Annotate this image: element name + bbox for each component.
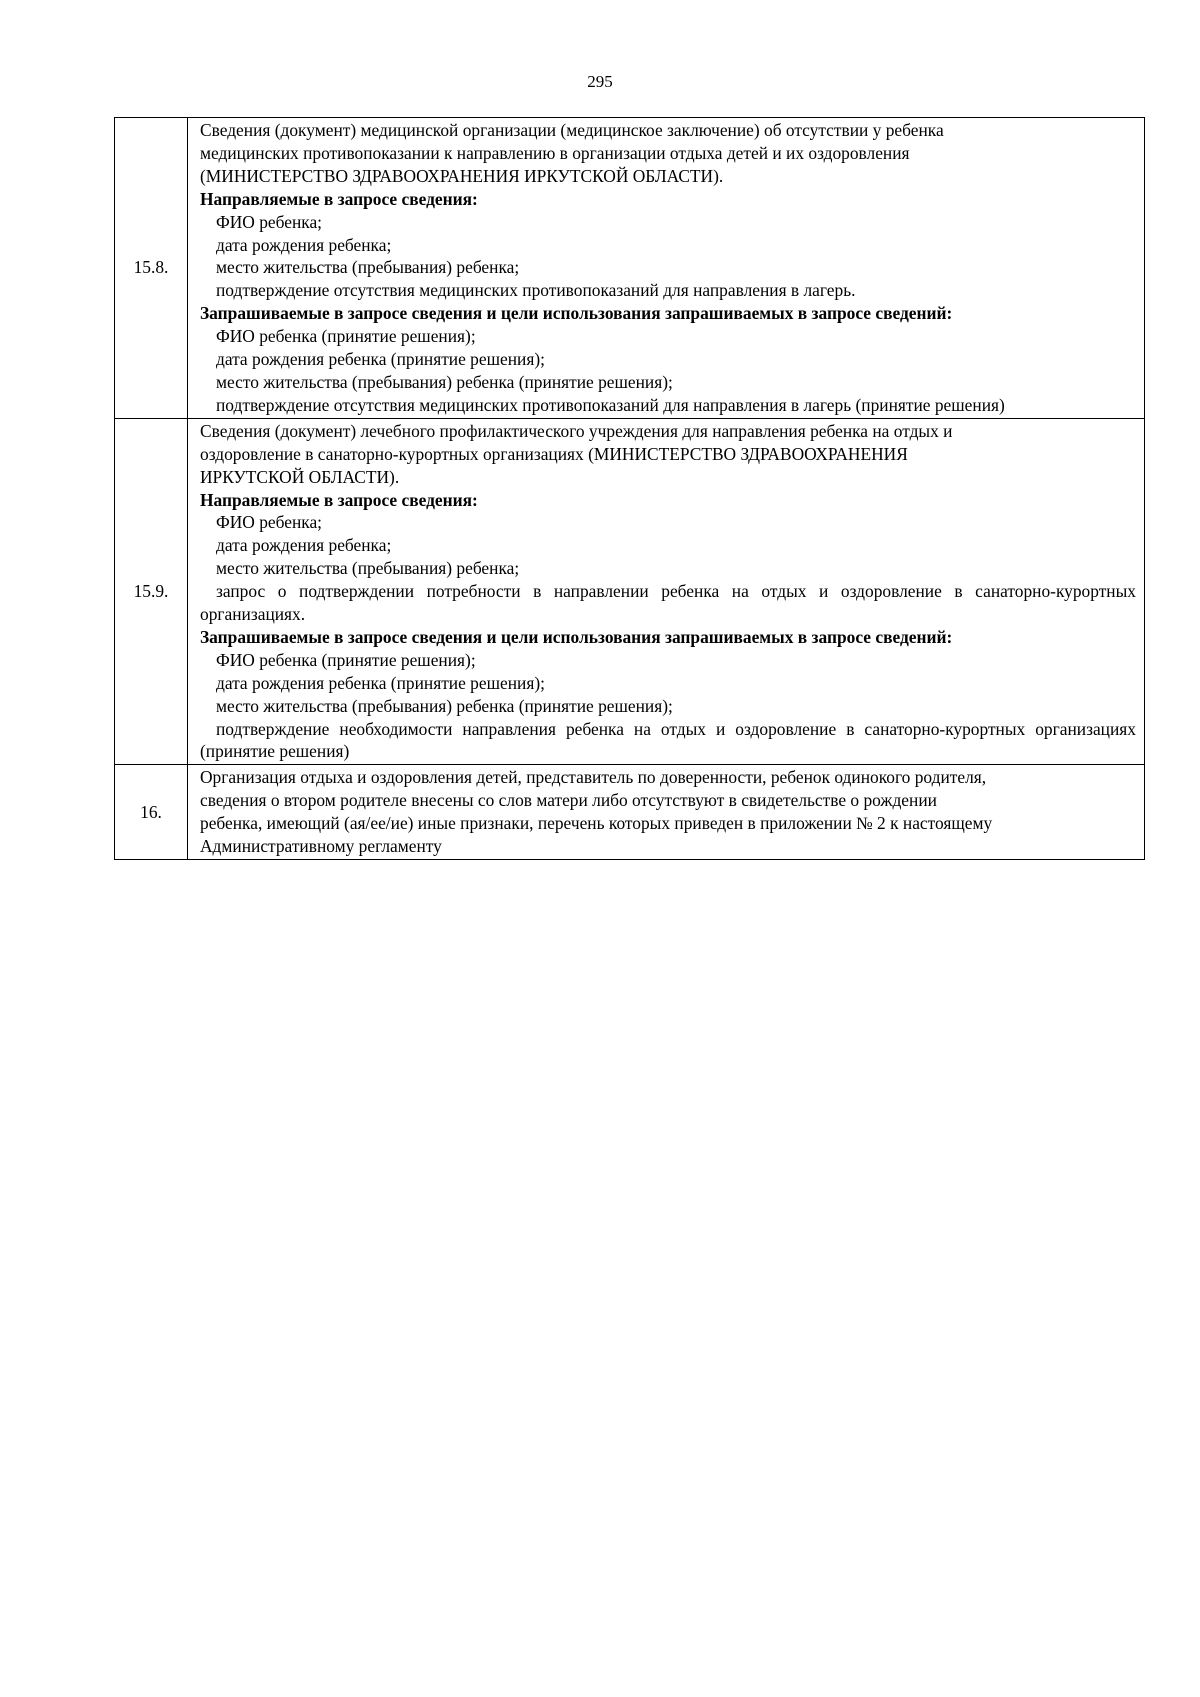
text-line: Сведения (документ) лечебного профилактического учреждения для направления ребенка на отдых и — [200, 420, 953, 441]
table-row — [115, 418, 1145, 765]
row-text-cell — [188, 418, 1145, 765]
table-row — [115, 118, 1145, 419]
text-line: оздоровление в санаторно-курортных организациях (МИНИСТЕРСТВО ЗДРАВООХРАНЕНИЯ — [200, 443, 908, 464]
section-heading: Направляемые в запросе сведения: — [200, 489, 478, 510]
list-item: подтверждение необходимости направления ребенка на отдых и оздоровление в санаторно-курортных организациях (принятие решения) — [200, 718, 1136, 762]
page-number: 295 — [587, 72, 613, 91]
list-item: место жительства (пребывания) ребенка; — [216, 257, 520, 278]
document-table — [114, 117, 1145, 860]
list-item: дата рождения ребенка (принятие решения); — [216, 349, 545, 370]
text-line: медицинских противопоказании к направлению в организации отдыха детей и их оздоровления — [200, 142, 910, 163]
list-item: ФИО ребенка; — [216, 512, 322, 533]
list-item: дата рождения ребенка (принятие решения); — [216, 672, 545, 693]
text-line: Организация отдыха и оздоровления детей, представитель по доверенности, ребенок одинокого родителя, — [200, 767, 987, 788]
list-item: ФИО ребенка (принятие решения); — [216, 649, 476, 670]
text-line: сведения о втором родителе внесены со слов матери либо отсутствуют в свидетельстве о рождении — [200, 790, 937, 811]
list-item: ФИО ребенка (принятие решения); — [216, 326, 476, 347]
section-heading: Запрашиваемые в запросе сведения и цели использования запрашиваемых в запросе сведений: — [200, 303, 953, 324]
row-text-cell — [188, 118, 1145, 419]
text-line: Административному регламенту — [200, 836, 442, 857]
list-item: подтверждение отсутствия медицинских противопоказаний для направления в лагерь (принятие решения) — [216, 394, 1005, 415]
list-item: дата рождения ребенка; — [216, 234, 392, 255]
list-item: запрос о подтверждении потребности в направлении ребенка на отдых и оздоровление в санаторно-курортных организациях. — [200, 581, 1136, 625]
list-item: место жительства (пребывания) ребенка (принятие решения); — [216, 695, 673, 716]
list-item: подтверждение отсутствия медицинских противопоказаний для направления в лагерь. — [216, 280, 856, 301]
row-number-cell: 15.9. — [115, 418, 188, 765]
row-number-cell: 16. — [115, 765, 188, 860]
text-line: ИРКУТСКОЙ ОБЛАСТИ). — [200, 466, 400, 487]
list-item: дата рождения ребенка; — [216, 535, 392, 556]
text-line: ребенка, имеющий (ая/ее/ие) иные признаки, перечень которых приведен в приложении № 2 к настоящему — [200, 813, 993, 834]
row-number-cell: 15.8. — [115, 118, 188, 419]
list-item: место жительства (пребывания) ребенка; — [216, 558, 520, 579]
text-line: Сведения (документ) медицинской организации (медицинское заключение) об отсутствии у ребенка — [200, 120, 944, 140]
list-item: ФИО ребенка; — [216, 211, 322, 232]
list-item: место жительства (пребывания) ребенка (принятие решения); — [216, 371, 673, 392]
section-heading: Направляемые в запросе сведения: — [200, 188, 478, 209]
row-text-cell — [188, 765, 1145, 860]
table-row — [115, 765, 1145, 860]
section-heading: Запрашиваемые в запросе сведения и цели использования запрашиваемых в запросе сведений: — [200, 626, 953, 647]
text-line: (МИНИСТЕРСТВО ЗДРАВООХРАНЕНИЯ ИРКУТСКОЙ ОБЛАСТИ). — [200, 165, 724, 186]
